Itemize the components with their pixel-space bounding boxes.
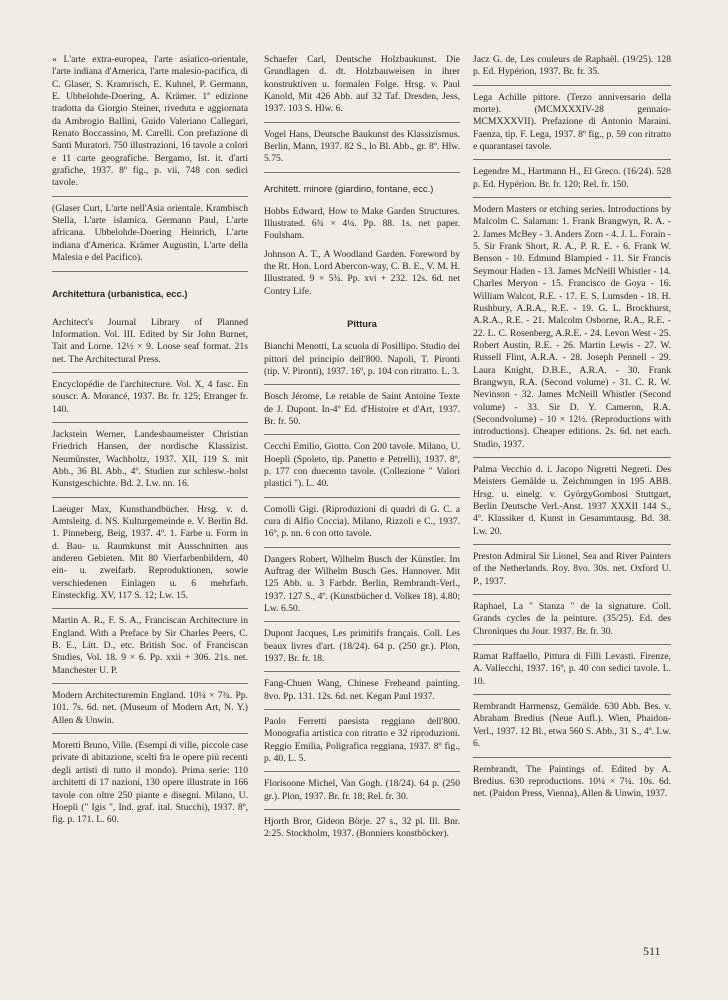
entry-preston-lionel: Preston Admiral Sir Lionel, Sea and River Painters of the Netherlands. Roy. 8vo. 30s. net. Oxford U. P., 1937. (473, 551, 671, 587)
entry-encyclopedie: Encyclopédie de l'architecture. Vol. X, 4 fasc. En souscr. A. Morancé, 1937. Br. fr. 125; Etranger fr. 140. (52, 378, 248, 415)
entry-vogel-hans: Vogel Hans, Deutsche Baukunst des Klassizismus. Berlin, Mann, 1937. 82 S., lo Bl. Abb., gr. 8º. Hlw. 5.75. (264, 128, 460, 165)
entry-florisoone-michel: Florisoone Michel, Van Gogh. (18/24). 64 p. (250 gr.). Plon, 1937. Br. fr. 18; Rel. fr. 30. (264, 778, 460, 802)
entry-divider (264, 497, 460, 498)
entry-bosch-jerome: Bosch Jérome, Le retable de Saint Antoine Texte de J. Dupont. In-4º Ed. d'Histoire et d'Art, 1937. Br. fr. 50. (264, 391, 460, 427)
entry-laeuger-max: Laeuger Max, Kunsthandbücher. Hrsg. v. d. Amtsleitg. d. NS. Kulturgemeinde e. V. Berlin Bd. 1. Pinneberg, Beig, 1937. 4º. 1. Farbe u. Form in d. Bau- u. Raumkunst mit Ausschnitten aus anderen Gebieten. Mit 80 Vierfarbenbildern, 40 ein- u. zweifarb. Reproduktionen, sowie verschiedenen Einlagen u. 6 mehrfarb. Einsteckfig. XV, 117 S. 12; Lw. 15. (52, 503, 248, 602)
entry-glaser-curt: (Glaser Curt, L'arte nell'Asia orientale. Krambisch Stella, L'arte islamica. Germann Paul, L'arte africana. Ubbelohde-Doering Heinrich, L'arte indiana d'America. Krämer Augustin, L'arte della Malesia e del Pacifico). (52, 202, 248, 264)
entry-modern-architecture: Modern Architecturemin England. 10¼ × 7¾. Pp. 101. 7s. 6d. net. (Museum of Modern Art, N. Y.) Allen & Unwin. (52, 690, 248, 726)
entry-divider (473, 159, 671, 160)
entry-divider (264, 771, 460, 772)
entry-rembrandt-gemalde: Rembrandt Harmensz, Gemälde. 630 Abb. Bes. v. Abraham Bredius (Neue Aufl.). Wien, Phaidon-Verl., 1937. 12 Bl., etwa 560 S. Abb., 31 S., 4º. Lw. 6. (473, 701, 671, 750)
entry-rembrandt-paintings: Rembrandt, The Paintings of. Edited by A. Bredius. 630 reproductions. 10¼ × 7¼. 10s. 6d. net. (Paidon Press, Vienna), Allen & Unwin, 1937. (473, 763, 671, 800)
entry-divider (264, 172, 460, 173)
entry-johnson-at: Johnson A. T., A Woodland Garden. Foreword by the Rt. Hon. Lord Abercon-way, C. B. E., V. M. H. Illustrated. 9 × 5¾. Pp. xvi + 232. 12s. 6d. net Contry Life. (264, 248, 460, 297)
entry-paolo-ferretti: Paolo Ferretti paesista reggiano dell'800. Monografia artistica con ritratto e 32 riproduzioni. Reggio Emilia, Poligrafica reggiana, 1937. 8º fig., p. 40. L. 5. (264, 716, 460, 765)
column-left (52, 54, 248, 827)
entry-divider (52, 497, 248, 498)
entry-divider (52, 422, 248, 423)
section-heading-architettura: Architettura (urbanistica, ecc.) (52, 287, 188, 299)
entry-dupont-jacques: Dupont Jacques, Les primitifs français. Coll. Les beaux livres d'art. (18/24). 64 p. (250 gr.). Plon, 1937. Br. fr. 18. (264, 628, 460, 665)
entry-comolli-gigi: Comolli Gigi. (Riproduzioni di quadri di G. C. a cura di Alfio Coccia). Milano, Rizzoli e C., 1937. 16º, p. nn. 6 con otto tavole. (264, 503, 460, 540)
entry-divider (52, 196, 248, 197)
entry-hobbs-edward: Hobbs Edward, How to Make Garden Structures. Illustrated. 6¾ × 4¼. Pp. 88. 1s. net paper. Foulsham. (264, 205, 460, 242)
entry-divider (473, 594, 671, 595)
entry-fang-chuen-wang: Fang-Chuen Wang, Chinese Freheand painting. 8vo. Pp. 131. 12s. 6d. net. Kegan Paul 1937. (264, 678, 460, 702)
entry-ramat-raffaello: Ramat Raffaello, Pittura di Filli Levasti. Firenze, A. Vallecchi, 1937. 16º, p. 40 con sedici tavole. L. 10. (473, 651, 671, 687)
section-heading-architettura-minore: Architett. minore (giardino, fontane, ecc.) (264, 182, 434, 194)
entry-lega-achille: Lega Achille pittore. (Terzo anniversario della morte). (MCMXXXIV-28 gennaio-MCMXXXVII). Prefazione di Antonio Maraini. Faenza, tip. F. Lega, 1937. 8º fig., p. 59 con ritratto e quarantasei tavole. (473, 91, 671, 153)
entry-divider (52, 271, 248, 272)
entry-divider (473, 644, 671, 645)
entry-arte-extra-europea: « L'arte extra-europea, l'arte asiatico-orientale, l'arte indiana d'America, l'arte malesio-pacifica, di C. Glaser, S. Kramrisch, E. Kuhnel, P. Germann, E. Ubbelohde-Doering, A. Krämer. 1ª edizione tradotta da Giorgio Steiner, riveduta e aggiornata da Ambrogio Ballini, Guido Valeriano Callegari, Renato Boccassino, M. Carelli. Con prefazione di Santi Muratori. 750 illustrazioni, 16 tavole a colori e 11 carte geografiche. Bergamo, Ist. it. d'arti grafiche, 1937. 8º fig., p. vii, 748 con sedici tavole. (52, 54, 248, 189)
entry-divider (473, 197, 671, 198)
entry-cecchi-emilio: Cecchi Emilio, Giotto. Con 200 tavole. Milano, U. Hoepli (Spoleto, tip. Panetto e Petrelli), 1937. 8º, p. 177 con duecento tavole. (Collezione " Valori plastici "). L. 40. (264, 441, 460, 490)
entry-divider (264, 709, 460, 710)
entry-divider (52, 608, 248, 609)
entry-divider (52, 372, 248, 373)
entry-divider (473, 85, 671, 86)
entry-bianchi-menotti: Bianchi Menotti, La scuola di Posillipo. Studio dei pittori del principio dell'800. Napoli, T. Pironti (tip. V. Pironti), 1937. 16º, p. 104 con ritratto. L. 3. (264, 341, 460, 377)
page-number: 511 (643, 944, 661, 958)
entry-divider (473, 544, 671, 545)
entry-raphael-stanza: Raphael, La " Stanza " de la signature. Coll. Grands cycles de la peinture. (35/25). Ed. des Chroniques du Jour. 1937. Br. fr. 30. (473, 601, 671, 637)
section-heading-pittura: Pittura (347, 318, 377, 330)
entry-divider (52, 733, 248, 734)
entry-divider (264, 434, 460, 435)
entry-jackstein-werner: Jackstein Werner, Landesbaumeister Christian Friedrich Hansen, der nordische Klassizist. Neumünster, Wachholtz, 1937. XII, 119 S. mit Abb., 36 Bl. Abb., 4º. Studien zur schlesw.-holst Kunstgeschichte. Bd. 2. Lw. nn. 16. (52, 428, 248, 490)
entry-divider (264, 809, 460, 810)
entry-divider (264, 671, 460, 672)
entry-divider (264, 547, 460, 548)
entry-schaefer-carl: Schaefer Carl, Deutsche Holzbaukunst. Die Grundlagen d. dt. Holzbauweisen in ihrer konstruktiven u. formalen Folge. Hrsg. v. Paul Kanold, Mit 426 Abb. auf 32 Taf. Dresden, Jess, 1937. 103 S. Hlw. 6. (264, 54, 460, 115)
entry-palma-vecchio: Palma Vecchio d. i. Jacopo Nigretti Negreti. Des Meisters Gemälde u. Zeichnungen in 195 ABB. Hrsg. u. einelg. v. GyörgyGombosi Stuttgart, Berlin Deutsche Verl.-Anst. 1937 XXXII 144 S., 4º. Klassiker d. Kunst in Gesammtausg. Bd. 38. Lw. 20. (473, 463, 671, 537)
entry-martin-ar: Martin A. R., F. S. A., Franciscan Architecture in England. With a Preface by Sir Charles Peers, C. B. E., Litt. D., etc. British Soc. of Franciscan Studies, Vol. 18. 9 × 6. Pp. xxii + 306. 21s. net. Manchester U. P. (52, 615, 248, 676)
entry-divider (473, 757, 671, 758)
entry-divider (264, 122, 460, 123)
entry-jacz-g: Jacz G. de, Les couleurs de Raphaël. (19/25). 128 p. Ed. Hypérion, 1937. Br. fr. 35. (473, 54, 671, 78)
entry-divider (264, 384, 460, 385)
entry-divider (473, 694, 671, 695)
entry-moretti-bruno: Moretti Bruno, Ville. (Esempi di ville, piccole case private di abitazione, scelti fra le opere più recenti degli artisti di tutto il mondo). Prima serie: 110 architetti di 17 nazioni, 130 opere illustrate in 166 tavole con oltre 250 piante e disegni. Milano, U. Hoepli (" Igis ", Ind. graf. ital. Stucchi), 1937. 8º, fig. p. 171. L. 60. (52, 740, 248, 826)
column-middle (264, 54, 460, 841)
entry-modern-masters: Modern Masters or etching series. Introductions by Malcolm C. Salaman: 1. Frank Brangwyn, R. A. - 2. James McBey - 3. Anders Zorn - 4. J. L. Forain - 5. Sir Frank Short, R. A., P. R. E. - 6. Frank W. Benson - 10. Edmund Blampied - 11. Sir Francis Seymour Haden - 13. James McNeill Whistler - 14. Charles Meryon - 15. Francisco de Goya - 16. William Walcot, R.E. - 17. E. S. Lumsden - 18. H. Rushbury, A.R.A., R.E. - 19. G. L. Brockhurst, A.R.A., R.E. - 21. Malcolm Osborne, R.A., R.E. - 22. L. C. Rosenberg, A.R.E. - 24. Levon West - 25. Robert Austin, R.E. - 26. Martin Lewis - 27. W. Russell Flint, A.R.A. - 28. Joseph Pennell - 29. Laura Knight, D.B.E., A.R.A. - 30. Frank Brangwyn, R.A. (Second volume) - 31. C. R. W. Nevinson - 32. James McNeill Whistler (Second volume) - 33. Sir D. Y. Cameron, R.A. (Secondvolume) - 10 × 12½. (Reproductions with introductions). Cheaper editions. 2s. 6d. net each. Studio, 1937. (473, 204, 671, 450)
entry-divider (473, 457, 671, 458)
entry-dangers-robert: Dangers Robert, Wilhelm Busch der Künstler. Im Auftrag der Wilhelm Busch Ges. Hannover. Mit 125 Abb. u. 3 Farbdr. Berlin, Rembrandt-Verl., 1937. 127 S., 4º. (Kunstbücher d. Volkes 18). 4.80; Lw. 6.50. (264, 553, 460, 614)
entry-hjorth-bror: Hjorth Bror, Gideon Börje. 27 s., 32 pl. Ill. Bnr. 2:25. Stockholm, 1937. (Bonniers konstböcker). (264, 816, 460, 840)
entry-divider (52, 683, 248, 684)
column-right (473, 54, 671, 801)
entry-legendre-hartmann: Legendre M., Hartmann H., El Greco. (16/24). 528 p. Ed. Hypérion. Br. fr. 120; Rel. fr. 150. (473, 166, 671, 190)
entry-divider (264, 621, 460, 622)
entry-architects-journal: Architect's Journal Library of Planned Information. Vol. III. Edited by Sir John Burnet, Tait and Lorne. 12½ × 9. Loose seaf format. 21s net. The Architectural Press. (52, 316, 248, 365)
